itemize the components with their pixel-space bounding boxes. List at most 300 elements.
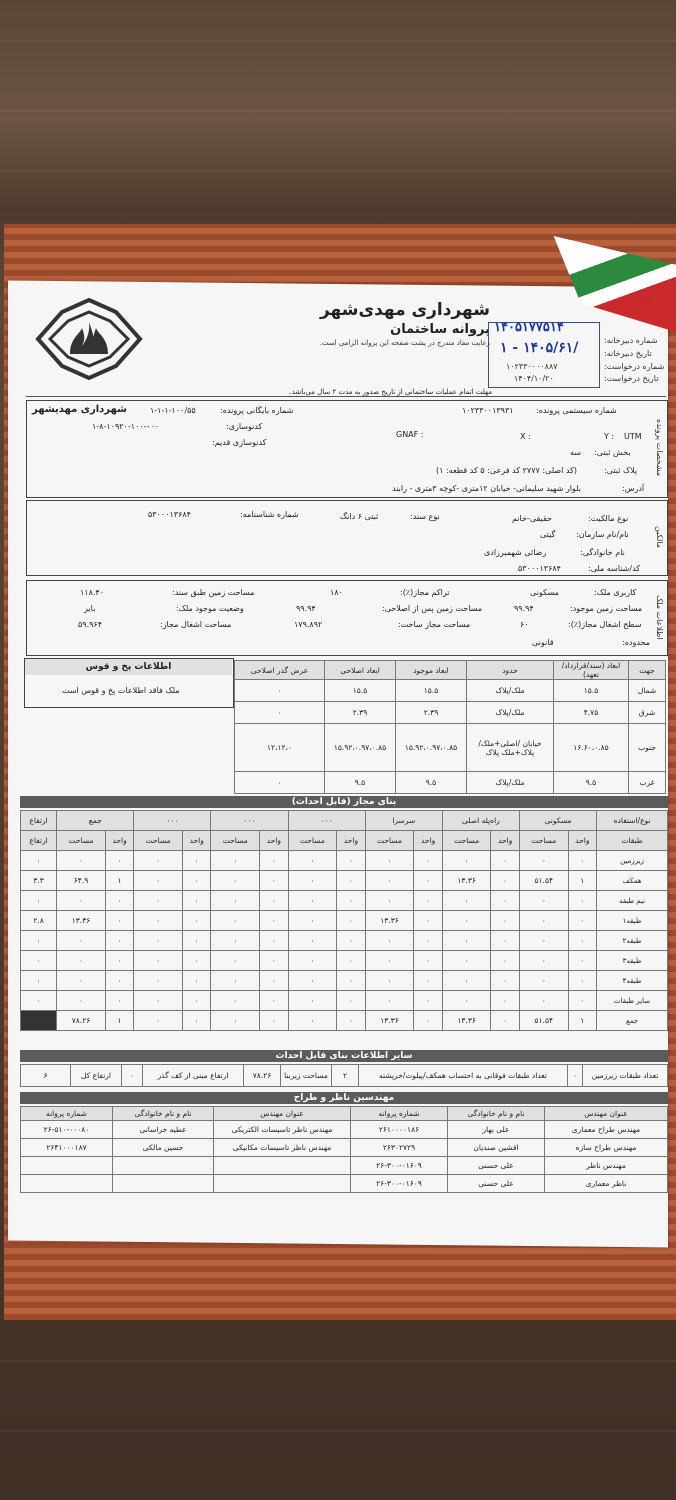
engineer-cell: ۲۶-۳۰۰-۰۱۶۰۹	[351, 1175, 448, 1193]
other-info-title: سایر اطلاعات بنای قابل احداث	[20, 1050, 668, 1062]
floor-cell: ۰	[442, 951, 491, 971]
request-number-value: ۱۰۲۳۳۰۰۰۰۸۸۷	[506, 362, 558, 371]
floor-cell: ۰	[442, 911, 491, 931]
floors-sub-header: واحد	[105, 831, 134, 851]
floor-cell: ۰	[260, 971, 289, 991]
boundary-cell: غرب	[629, 772, 666, 794]
floor-cell: ۰	[414, 931, 443, 951]
floor-cell: ۰	[182, 871, 211, 891]
range-value: قانونی	[532, 638, 554, 647]
header-divider	[26, 396, 666, 397]
floor-cell: ۱۳.۳۶	[57, 911, 106, 931]
floor-cell: ۰	[491, 971, 520, 991]
upper-floors-label: تعداد طبقات فوقانی به احتساب همکف/پیلوت/خرپشته	[359, 1065, 568, 1087]
engineer-cell	[113, 1175, 214, 1193]
table-row	[235, 772, 666, 794]
boundaries-header: ابعاد موجود	[396, 661, 467, 680]
old-code-label: کدنوسازی قدیم:	[212, 438, 267, 447]
section-label: بخش ثبتی:	[594, 448, 631, 457]
floor-cell: ۱	[568, 871, 597, 891]
floor-cell: ۰	[134, 891, 183, 911]
boundary-cell: ۲.۳۹	[396, 702, 467, 724]
boundary-cell: ۱۵.۵	[554, 680, 629, 702]
floor-cell: ۰	[568, 931, 597, 951]
floor-cell: ۰	[21, 951, 57, 971]
floor-cell: ۰	[260, 931, 289, 951]
engineer-cell	[214, 1157, 351, 1175]
floor-cell: ۰	[442, 991, 491, 1011]
boundaries-header: عرض گذر اصلاحی	[235, 661, 325, 680]
floor-cell: ۰	[414, 991, 443, 1011]
floor-cell: ۰	[211, 971, 260, 991]
occupancy-label: سطح اشغال مجاز(٪):	[568, 620, 642, 629]
floor-cell: ۰	[568, 851, 597, 871]
floor-cell: ۰	[57, 891, 106, 911]
floor-cell: ۰	[134, 951, 183, 971]
floors-sub-header: واحد	[491, 831, 520, 851]
upper-floors-value: ۲	[332, 1065, 359, 1087]
floor-cell: ۰	[288, 851, 337, 871]
engineers-table	[20, 1106, 668, 1193]
floor-cell: ۰	[21, 971, 57, 991]
floor-cell: طبقه۱	[597, 911, 668, 931]
floor-cell: ۰	[337, 971, 366, 991]
national-code-label: کد/شناسه ملی:	[588, 564, 641, 573]
floors-sub-header: طبقات	[597, 831, 668, 851]
floor-cell: سایر طبقات	[597, 991, 668, 1011]
table-row	[21, 891, 668, 911]
renovation-code-label: کدنوسازی:	[226, 422, 263, 431]
engineer-cell: مهندس طراح سازه	[545, 1139, 668, 1157]
floor-cell: ۰	[414, 951, 443, 971]
floor-cell	[21, 1011, 57, 1031]
range-label: محدوده:	[622, 638, 650, 647]
floor-cell: ۷۸.۲۶	[57, 1011, 106, 1031]
engineer-cell: ۲۶-۵۱۰-۰۰۰۸۰	[21, 1121, 113, 1139]
archive-no-value: ۱-۱-۱-۱۰۰/۵۵	[150, 406, 196, 415]
file-info-side-label: مشخصات پرونده	[655, 419, 664, 477]
floor-cell: ۰	[211, 931, 260, 951]
floors-sub-header: مساحت	[365, 831, 414, 851]
boundaries-table	[234, 660, 666, 794]
floor-cell: ۰	[211, 891, 260, 911]
floor-cell: ۰	[288, 951, 337, 971]
floor-cell: ۰	[491, 1011, 520, 1031]
frost-title: اطلاعات پخ و قوس	[25, 659, 232, 675]
request-date-value: ۱۴۰۴/۱۰/۲۰	[514, 374, 554, 383]
other-info-table	[20, 1064, 668, 1087]
floor-cell: ۰	[260, 1011, 289, 1031]
floor-cell: ۰	[134, 911, 183, 931]
floor-cell: ۰	[21, 851, 57, 871]
allowed-occupancy-area-label: مساحت اشغال مجاز:	[160, 620, 232, 629]
floor-cell: ۰	[337, 851, 366, 871]
infra-area-value: ۷۸.۲۶	[244, 1065, 281, 1087]
engineer-cell: ۲۶۴۱۰۰۰۱۸۷	[21, 1139, 113, 1157]
floor-cell: ۱۳.۳۶	[365, 1011, 414, 1031]
boundary-cell: ۲.۳۹	[325, 702, 396, 724]
system-file-no-value: ۱۰۲۳۳۰۰۱۳۹۳۱	[462, 406, 514, 415]
table-row	[21, 1011, 668, 1031]
floors-sub-header: ارتفاع	[21, 831, 57, 851]
floors-sub-header: واحد	[182, 831, 211, 851]
property-side-label: اطلاعات ملک	[655, 594, 664, 640]
engineer-cell: عطیه خراسانی	[113, 1121, 214, 1139]
boundary-cell: ۱۶.۶۰،۰.۸۵	[554, 724, 629, 772]
id-no-label: شماره شناسنامه:	[240, 510, 299, 519]
floor-cell: ۰	[365, 851, 414, 871]
floor-cell: ۰	[491, 931, 520, 951]
engineer-cell: حسین مالکی	[113, 1139, 214, 1157]
floor-cell: ۱۳.۳۶	[442, 1011, 491, 1031]
boundary-cell: ملک/پلاک	[467, 772, 554, 794]
handwritten-number-top: ۱۴۰۵۱۷۷۵۱۴	[494, 320, 564, 335]
floor-cell: ۰	[414, 1011, 443, 1031]
floor-cell: ۳.۳	[21, 871, 57, 891]
boundary-cell: ۱۵.۹۲،۰.۹۷،۰.۸۵	[396, 724, 467, 772]
floor-cell: ۰	[288, 911, 337, 931]
boundary-cell: ۴.۷۵	[554, 702, 629, 724]
floor-cell: ۵۱.۵۴	[519, 871, 568, 891]
engineers-header: نام و نام خانوادگی	[113, 1107, 214, 1121]
section-value: سه	[570, 448, 581, 457]
basement-floors-label: تعداد طبقات زیرزمین	[583, 1065, 668, 1087]
floors-sub-header: مساحت	[57, 831, 106, 851]
floor-cell: ۰	[491, 851, 520, 871]
floor-cell: ۰	[414, 891, 443, 911]
floor-cell: ۱۳.۳۶	[365, 911, 414, 931]
table-row	[21, 951, 668, 971]
gnaf-label: GNAF :	[396, 430, 424, 439]
floor-cell: ۰	[211, 991, 260, 1011]
boundaries-header: جهت	[629, 661, 666, 680]
floor-cell: ۰	[21, 891, 57, 911]
floors-group-header: ارتفاع	[21, 811, 57, 831]
municipality-stamp-text: شهرداری مهدیشهر	[32, 404, 127, 415]
floor-cell: ۰	[211, 1011, 260, 1031]
boundary-cell: ۰	[235, 702, 325, 724]
status-value: بایر	[84, 604, 96, 613]
allowed-occupancy-area-value: ۵۹.۹۶۴	[78, 620, 103, 629]
floor-cell: ۰	[365, 991, 414, 1011]
id-no-value: ۵۳۰۰۰۱۳۶۸۴	[148, 510, 191, 519]
floor-cell: ۰	[414, 851, 443, 871]
floor-cell: ۰	[288, 891, 337, 911]
floor-cell: ۱	[105, 1011, 134, 1031]
flag-emblem-icon: ☫	[640, 292, 653, 308]
floor-cell: ۱۳.۳۶	[442, 871, 491, 891]
floor-cell: ۰	[57, 951, 106, 971]
floor-cell: ۰	[414, 871, 443, 891]
secretariat-date-label: تاریخ دبیرخانه:	[604, 349, 652, 358]
table-row	[21, 1157, 668, 1175]
engineers-header: نام و نام خانوادگی	[448, 1107, 545, 1121]
floor-cell: ۰	[211, 911, 260, 931]
engineers-header: عنوان مهندس	[545, 1107, 668, 1121]
floor-cell: ۰	[337, 911, 366, 931]
floors-group-header: جمع	[57, 811, 134, 831]
boundary-cell: ۱۵.۵	[396, 680, 467, 702]
floor-cell: ۰	[211, 951, 260, 971]
floor-cell: ۰	[182, 991, 211, 1011]
request-date-label: تاریخ درخواست:	[604, 374, 659, 383]
floor-cell: ۰	[105, 911, 134, 931]
floors-title: بنای مجاز (قابل احداث)	[20, 796, 668, 808]
floor-cell: ۰	[134, 871, 183, 891]
floor-cell: ۰	[134, 931, 183, 951]
floors-sub-header: واحد	[568, 831, 597, 851]
floor-cell: ۰	[337, 991, 366, 1011]
floors-sub-header: مساحت	[519, 831, 568, 851]
boundary-cell: شمال	[629, 680, 666, 702]
floor-cell: نیم طبقه	[597, 891, 668, 911]
floor-cell: ۰	[288, 871, 337, 891]
engineer-cell: ۲۶۱۰۰۰۰۱۸۶	[351, 1121, 448, 1139]
table-row	[21, 1175, 668, 1193]
request-no-label: شماره درخواست:	[604, 362, 665, 371]
floor-cell: ۰	[57, 991, 106, 1011]
secretariat-no-label: شماره دبیرخانه:	[604, 336, 658, 345]
status-label: وضعیت موجود ملک:	[176, 604, 244, 613]
engineers-header: شماره پروانه	[21, 1107, 113, 1121]
floor-cell: ۲.۸	[21, 911, 57, 931]
table-row	[21, 1121, 668, 1139]
boundary-cell: شرق	[629, 702, 666, 724]
floor-cell: ۰	[260, 951, 289, 971]
owner-side-label: مالکین	[655, 525, 664, 549]
ownership-type-value: حقیقی-خانم	[512, 514, 552, 523]
floor-cell: ۰	[134, 1011, 183, 1031]
boundary-cell: ۹.۵	[554, 772, 629, 794]
floor-cell: ۰	[105, 931, 134, 951]
existing-area-value: ۹۹.۹۴	[514, 604, 534, 613]
national-code-value: ۵۳۰۰۰۱۳۶۸۴	[518, 564, 561, 573]
address-label: آدرس:	[622, 484, 645, 493]
engineer-cell: ناظر معماری	[545, 1175, 668, 1193]
floor-cell: ۰	[519, 911, 568, 931]
engineer-cell	[113, 1157, 214, 1175]
floor-cell: ۰	[105, 991, 134, 1011]
floor-cell: ۱	[105, 871, 134, 891]
floor-cell: ۰	[182, 931, 211, 951]
utm-y: Y :	[604, 432, 615, 441]
plaque-label: پلاک ثبتی:	[604, 466, 638, 475]
floor-cell: ۰	[491, 891, 520, 911]
property-section	[26, 580, 668, 656]
handwritten-number-mid: ۱ - ۱۴۰۵/۶۱/	[500, 340, 579, 356]
floor-cell: ۰	[57, 971, 106, 991]
usage-label: کاربری ملک:	[594, 588, 637, 597]
boundary-cell: ۰	[235, 772, 325, 794]
floor-cell: ۰	[442, 891, 491, 911]
floor-cell: ۰	[21, 931, 57, 951]
floors-sub-header: واحد	[337, 831, 366, 851]
floor-cell: ۰	[365, 871, 414, 891]
plaque-value: (کد اصلی: ۲۷۷۷ کد فرعی: ۵ کد قطعه: ۱)	[436, 466, 578, 475]
floors-group-header: ۰۰۰	[211, 811, 288, 831]
floor-cell: زیرزمین	[597, 851, 668, 871]
floor-cell: ۰	[568, 951, 597, 971]
archive-no-label: شماره بایگانی پرونده:	[220, 406, 294, 415]
floor-cell: ۰	[442, 931, 491, 951]
floor-cell: ۰	[288, 1011, 337, 1031]
floor-cell: ۰	[519, 891, 568, 911]
utm-label: UTM	[624, 432, 642, 441]
floors-group-header: مسکونی	[519, 811, 596, 831]
floor-cell: ۰	[288, 991, 337, 1011]
engineer-cell: مهندس طراح معماری	[545, 1121, 668, 1139]
existing-area-label: مساحت زمین موجود:	[570, 604, 643, 613]
floors-sub-header: مساحت	[211, 831, 260, 851]
owner-family-label: نام خانوادگی:	[580, 548, 625, 557]
notice-text: رعایت مفاد مندرج در پشت صفحه این پروانه الزامی است.	[319, 339, 490, 347]
floor-cell: طبقه۳	[597, 951, 668, 971]
floor-cell: ۰	[260, 871, 289, 891]
engineer-cell	[21, 1175, 113, 1193]
floor-cell: جمع	[597, 1011, 668, 1031]
engineer-cell: ۲۶۳۰۲۷۲۹	[351, 1139, 448, 1157]
floor-cell: ۰	[134, 991, 183, 1011]
boundary-cell: ملک/پلاک	[467, 702, 554, 724]
table-row	[21, 971, 668, 991]
ownership-type-label: نوع مالکیت:	[588, 514, 629, 523]
floor-cell: ۰	[182, 971, 211, 991]
boundary-cell: ملک/پلاک	[467, 680, 554, 702]
floor-cell: ۰	[442, 851, 491, 871]
floor-cell: ۰	[260, 991, 289, 1011]
boundaries-header: حدود	[467, 661, 554, 680]
boundary-cell: ۹.۵	[325, 772, 396, 794]
density-label: تراکم مجاز(٪):	[400, 588, 450, 597]
floor-cell: ۰	[568, 971, 597, 991]
floor-cell: ۰	[21, 991, 57, 1011]
floor-cell: ۰	[182, 911, 211, 931]
utm-x: X :	[520, 432, 531, 441]
floor-cell: ۰	[211, 871, 260, 891]
table-row	[235, 724, 666, 772]
floor-cell: ۰	[365, 951, 414, 971]
address-value: بلوار شهید سلیمانی- خیابان ۱۲متری -کوچه ۳متری - رابند	[392, 484, 581, 493]
floor-cell: ۰	[519, 991, 568, 1011]
floors-group-header: ۰۰۰	[288, 811, 365, 831]
floor-cell: ۰	[182, 891, 211, 911]
engineer-cell: مهندس ناظر	[545, 1157, 668, 1175]
floor-cell: ۰	[337, 931, 366, 951]
engineer-cell: علی حسنی	[448, 1157, 545, 1175]
engineer-cell: مهندس ناظر تاسیسات الکتریکی	[214, 1121, 351, 1139]
document-title: پروانه ساختمان	[390, 322, 490, 337]
floor-cell: طبقه۲	[597, 931, 668, 951]
floor-cell: ۰	[414, 911, 443, 931]
system-file-no-label: شماره سیستمی پرونده:	[536, 406, 617, 415]
floor-cell: ۰	[337, 1011, 366, 1031]
floor-cell: ۶۴.۹	[57, 871, 106, 891]
floor-cell: ۰	[491, 911, 520, 931]
engineer-cell: علی حسنی	[448, 1175, 545, 1193]
owner-family-value: رضائی شهمیرزادی	[484, 548, 547, 557]
floor-cell: ۰	[519, 971, 568, 991]
deed-type-label: نوع سند:	[410, 512, 440, 521]
deed-area-value: ۱۱۸.۴۰	[80, 588, 105, 597]
floor-cell: ۰	[568, 911, 597, 931]
boundary-cell: ۰	[235, 680, 325, 702]
floor-cell: ۰	[365, 931, 414, 951]
floor-cell: ۰	[105, 891, 134, 911]
engineer-cell: علی بهار	[448, 1121, 545, 1139]
floor-cell: ۰	[182, 1011, 211, 1031]
engineers-title: مهندسین ناظر و طراح	[20, 1092, 668, 1104]
engineer-cell	[214, 1175, 351, 1193]
floor-cell: ۰	[337, 871, 366, 891]
floor-cell: ۰	[57, 851, 106, 871]
floor-cell: ۰	[134, 851, 183, 871]
after-correction-label: مساحت زمین پس از اصلاحی:	[382, 604, 483, 613]
allowed-build-value: ۱۷۹.۸۹۲	[294, 620, 323, 629]
infra-area-label: مساحت زیربنا	[281, 1065, 332, 1087]
floor-cell: ۰	[519, 951, 568, 971]
floor-cell: ۰	[337, 891, 366, 911]
engineer-cell: ۲۶-۳۰۰-۰۱۶۰۹	[351, 1157, 448, 1175]
floor-cell: ۰	[260, 851, 289, 871]
floor-cell: طبقه۴	[597, 971, 668, 991]
usage-value: مسکونی	[530, 588, 559, 597]
table-row	[21, 931, 668, 951]
floor-cell: ۰	[105, 951, 134, 971]
floor-cell: ۰	[491, 871, 520, 891]
boundary-cell: ۱۲،۱۲،۰	[235, 724, 325, 772]
floor-cell: ۰	[491, 951, 520, 971]
municipality-logo-icon	[30, 298, 148, 380]
basement-floors-value: ۰	[568, 1065, 583, 1087]
floor-cell: همکف	[597, 871, 668, 891]
floors-sub-header: مساحت	[288, 831, 337, 851]
municipality-title: شهرداری مهدی‌شهر	[319, 300, 490, 320]
deed-area-label: مساحت زمین طبق سند:	[172, 588, 255, 597]
floors-group-header: سرسرا	[365, 811, 442, 831]
floor-cell: ۰	[414, 971, 443, 991]
floors-sub-header: واحد	[260, 831, 289, 851]
floor-cell: ۰	[105, 851, 134, 871]
floor-cell: ۰	[182, 951, 211, 971]
floor-cell: ۱	[568, 1011, 597, 1031]
floor-cell: ۰	[288, 931, 337, 951]
boundaries-header: ابعاد اصلاحی	[325, 661, 396, 680]
occupancy-value: ۶۰	[520, 620, 529, 629]
deadline-note: مهلت اتمام عملیات ساختمانی از تاریخ صدور به مدت ۲ سال می‌باشد.	[289, 388, 492, 396]
boundary-cell: خیابان /اصلی+ملک/پلاک+ملک پلاک	[467, 724, 554, 772]
boundary-cell: ۱۵.۵	[325, 680, 396, 702]
floors-sub-header: واحد	[414, 831, 443, 851]
frost-text: ملک فاقد اطلاعات پخ و قوس است	[62, 686, 180, 695]
table-row	[235, 680, 666, 702]
floors-group-header: راه‌پله اصلی	[442, 811, 519, 831]
table-row	[235, 702, 666, 724]
floor-cell: ۵۱.۵۴	[519, 1011, 568, 1031]
table-row	[21, 911, 668, 931]
floor-cell: ۰	[260, 911, 289, 931]
density-value: ۱۸۰	[330, 588, 343, 597]
engineer-cell	[21, 1157, 113, 1175]
floor-cell: ۰	[105, 971, 134, 991]
renovation-code-value: ۱-۸-۱۰۹۲۰-۱۰۰-۰۰۰	[92, 422, 160, 431]
height-label: ارتفاع مبنی از کف گذر	[143, 1065, 244, 1087]
header-block	[300, 300, 490, 347]
boundary-cell: جنوب	[629, 724, 666, 772]
floors-table	[20, 810, 668, 1031]
floors-sub-header: مساحت	[134, 831, 183, 851]
table-row	[21, 1139, 668, 1157]
allowed-build-label: مساحت مجاز ساخت:	[398, 620, 471, 629]
